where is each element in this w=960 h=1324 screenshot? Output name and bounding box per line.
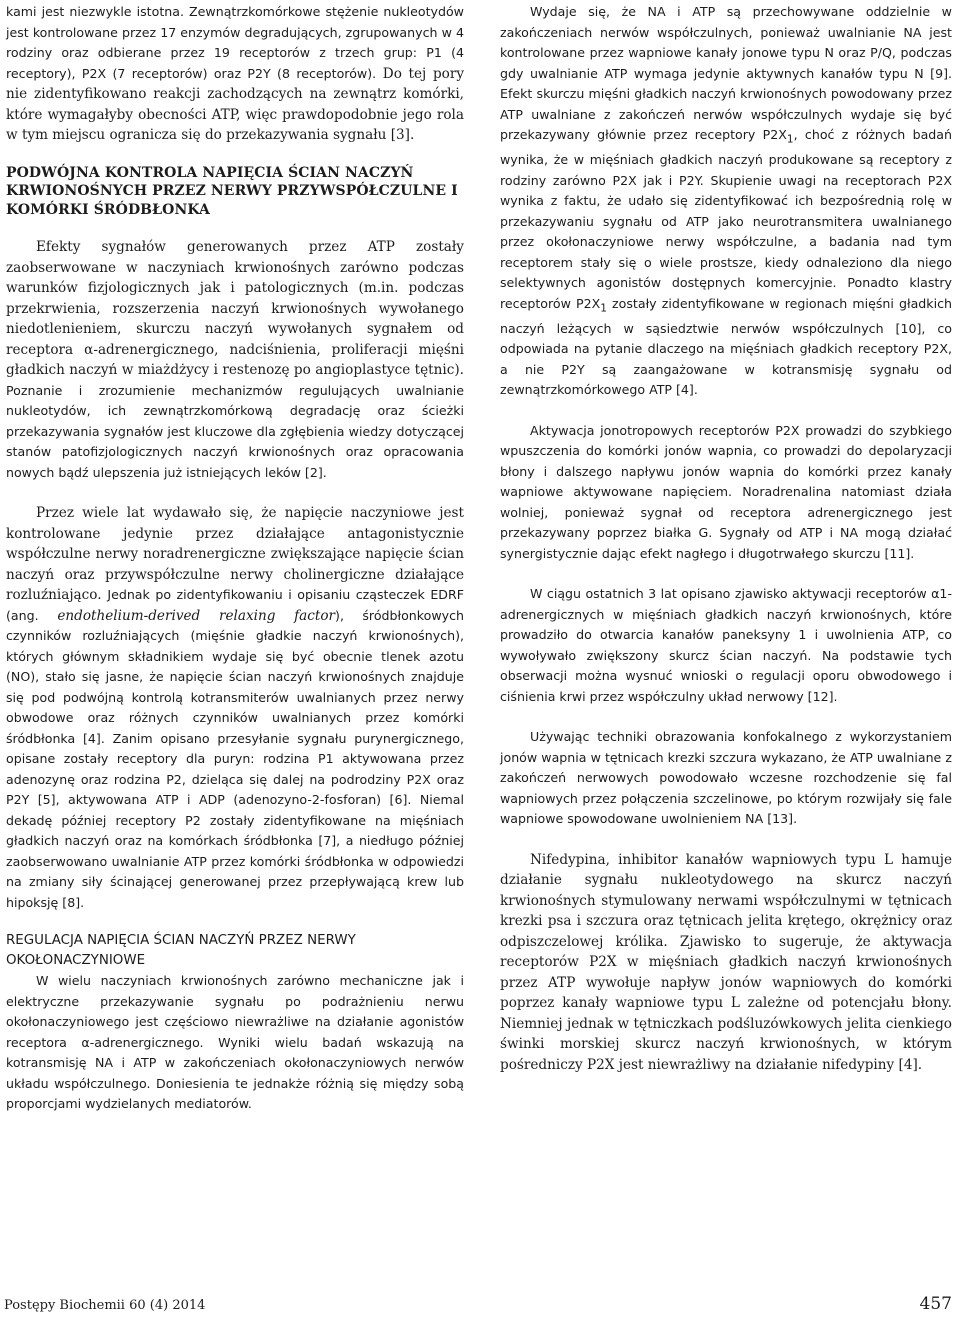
paragraph-text: Wydaje się, że NA i ATP są przechowywane oddzielnie w zakończeniach nerwów współczulnych, ponieważ uwalnianie NA jest kontrolowane przez wapniowe kanały jonowe typu N oraz P/Q, podczas gdy uwalnianie ATP wymaga jedynie aktywnych kanałów typu N [9]. Efekt skurczu mięśni gładkich naczyń krwionośnych powodowany przez ATP uwalniane z zakończeń nerwów współczulnych wydaje się być przekazywany głównie przez receptory P2X [500, 4, 952, 142]
paragraph: Aktywacja jonotropowych receptorów P2X prowadzi do szybkiego wpuszczenia do komórki jonów wapnia, co prowadzi do depolaryzacji błony i dalszego napływu jonów wapnia do komórki przez kanały wapniowe aktywowane napięciem. Noradrenalina natomiast działa wolniej, ponieważ sygnał od receptora adrenergicznego jest przekazywany poprzez białka G. Sygnały od ATP i NA mogą działać synergistycznie dając efekt nagłego i długotrwałego skurczu [11]. [500, 422, 952, 561]
paragraph-text: Do tej pory nie zidentyfikowano reakcji zachodzących na zewnątrz komórki, które wymagałyby obecności ATP, więc prawdopodobnie jego rola w tym miejscu ogranicza się do przekazywania sygnału [3]. [6, 65, 465, 143]
section-heading: REGULACJA NAPIĘCIA ŚCIAN NACZYŃ PRZEZ NERWY OKOŁONACZYNIOWE [6, 933, 356, 968]
section-heading: PODWÓJNA KONTROLA NAPIĘCIA ŚCIAN NACZYŃ KRWIONOŚNYCH PRZEZ NERWY PRZYWSPÓŁCZULNE I KOMÓRKI ŚRÓDBŁONKA [6, 164, 458, 218]
left-column [6, 2, 464, 1115]
right-column [500, 2, 952, 1075]
paragraph-text: zostały zidentyfikowane w regionach mięśni gładkich naczyń leżących w sąsiedztwie nerwów współczulnych [10], co odpowiada na pytanie dlaczego na mięśniach gładkich receptory P2X, a nie P2Y są zaangażowane w kotransmisję sygnału od zewnątrzkomórkowego ATP [4]. [500, 295, 952, 398]
paragraph-text: kami jest niezwykle istotna. Zewnątrzkomórkowe stężenie nukleotydów jest kontrolowane przez 17 enzymów degradujących, zgrupowanych w 4 rodziny oraz odbierane przez 19 receptorów z trzech grup: P1 (4 receptory), P2X (7 receptorów) oraz P2Y (8 receptorów). [6, 4, 464, 81]
paragraph-text: , choć z różnych badań wynika, że w mięśniach gładkich naczyń produkowane są receptory z rodziny zarówno P2X jak i P2Y. Skupienie uwagi na receptorach P2X wynika z faktu, że udało się zidentyfikować ich bezpośrednią rolę w przekazywaniu sygnału od ATP jako neurotransmitera uwalnianego przez okołonaczyniowe nerwy współczulne, a badania nad tym receptorem stały się o wiele prostsze, kiedy odnaleziono dla niego selektywnych agonistów dostępnych komercyjnie. Ponadto klastry receptorów P2X [500, 127, 952, 311]
paragraph: W wielu naczyniach krwionośnych zarówno mechaniczne jak i elektryczne przekazywanie sygnału po podrażnieniu nerwu okołonaczyniowego jest częściowo niewrażliwe na działanie agonistów receptora α-adrenergicznego. Wyniki wielu badań wskazują na kotransmisję NA i ATP w zakończeniach okołonaczyniowych nerwów układu współczulnego. Doniesienia te jednakże różnią się między sobą proporcjami wydzielanych mediatorów. [6, 973, 464, 1111]
paragraph: Nifedypina, inhibitor kanałów wapniowych typu L hamuje działanie sygnału nukleotydowego na skurcz naczyń krwionośnych stymulowany nerwami współczulnymi w tętnicach krezki psa i szczura oraz tętnicach jelita krętego, okrężnicy oraz odpiszczelowej królika. Zjawisko to sugeruje, że aktywacja receptorów P2X w mięśniach gładkich naczyń krwionośnych przez ATP wywołuje napływ jonów wapniowych do komórki poprzez kanały wapniowe typu L zależne od potencjału błony. Niemniej jednak w tętniczkach podśluzówkowych jelita cienkiego świnki morskiej skurcz naczyń krwionośnych, w którym pośredniczy P2X jest niewrażliwy na działanie nifedypiny [4]. [500, 851, 952, 1073]
paragraph-text: Jednak po zidentyfikowaniu i opisaniu cząsteczek EDRF (ang. [6, 587, 464, 623]
paragraph: W ciągu ostatnich 3 lat opisano zjawisko aktywacji receptorów α1-adrenergicznych w mięśniach gładkich naczyń krwionośnych, które prowadziło do otwarcia kanałów paneksyny 1 i uwolnienia ATP, co wywoływało zwiększony skurcz ścian naczyń. Na podstawie tych obserwacji można wysnuć wnioski o regulacji oporu obwodowego i ciśnienia krwi przez współczulny układ nerwowy [12]. [500, 586, 952, 704]
subscript: 1 [786, 133, 794, 146]
paragraph-text: Poznanie i zrozumienie mechanizmów regulujących uwalnianie nukleotydów, ich zewnątrzkomórkową degradację oraz ścieżki przekazywania sygnałów jest kluczowe dla zgłębienia wiedzy dotyczącej stanów patofizjologicznych naczyń krwionośnych oraz opracowania nowych bądź ulepszenia już istniejących leków [2]. [6, 382, 464, 480]
paragraph-text: Efekty sygnałów generowanych przez ATP zostały zaobserwowane w naczyniach krwionośnych zarówno podczas warunków fizjologicznych jak i patologicznych (m.in. podczas przekrwienia, rozszerzenia naczyń krwionośnych wywołanego niedotlenieniem, skurczu naczyń wywołanych sygnałem od receptora α-adrenergicznego, nadciśnienia, proliferacji mięśni gładkich naczyń w miażdżycy i restenozę po angioplastyce tętnic). [6, 239, 464, 378]
paragraph-text: Przez wiele lat wydawało się, że napięcie naczyniowe jest kontrolowane jedynie przez działające antagonistycznie współczulne nerwy noradrenergiczne zwiększające napięcie ścian naczyń oraz przywspółczulne nerwy cholinergiczne działające rozluźniająco. [6, 505, 464, 603]
paragraph [6, 237, 464, 483]
journal-footer: Postępy Biochemii 60 (4) 2014 [4, 1298, 206, 1313]
page-number: 457 [919, 1294, 952, 1314]
subscript: 1 [600, 302, 607, 315]
paragraph-text: ), śródbłonkowych czynników rozluźniających (mięśnie gładkie naczyń krwionośnych), których głównym składnikiem wydaje się być obecnie tlenek azotu (NO), stało się jasne, że napięcie ścian naczyń krwionośnych znajduje się pod podwójną kontrolą kotransmiterów uwalnianych przez nerwy obwodowe oraz różnych czynników uwalnianych przez komórki śródbłonka [4]. Zanim opisano przesyłanie sygnału purynergicznego, opisane zostały receptory dla puryn: rodzina P1 aktywowana przez adenozynę oraz rodzina P2, dzieląca się dalej na podrodziny P2X oraz P2Y [5], aktywowana ATP i ADP (adenozyno-2-fosforan) [6]. Niemal dekadę później receptory P2 zostały zidentyfikowane na mięśniach gładkich naczyń oraz na komórkach śródbłonka [7], a niedługo później zaobserwowano uwalnianie ATP przez komórki śródbłonka w odpowiedzi na zmiany siły ścinającej generowanej przez przepływającą krew lub hipoksję [8]. [6, 607, 464, 910]
paragraph [500, 2, 952, 401]
paragraph [6, 503, 464, 913]
paragraph [6, 2, 464, 146]
italic-term: endothelium-derived relaxing factor [57, 607, 336, 624]
paragraph: Używając techniki obrazowania konfokalnego z wykorzystaniem jonów wapnia w tętnicach krezki szczura wykazano, że ATP uwalniane z zakończeń nerwowych powodowało wczesne rozchodzenie się fal wapniowych przez połączenia szczelinowe, po którym rozwijały się fale wapniowe spowodowane uwolnieniem NA [13]. [500, 729, 952, 827]
